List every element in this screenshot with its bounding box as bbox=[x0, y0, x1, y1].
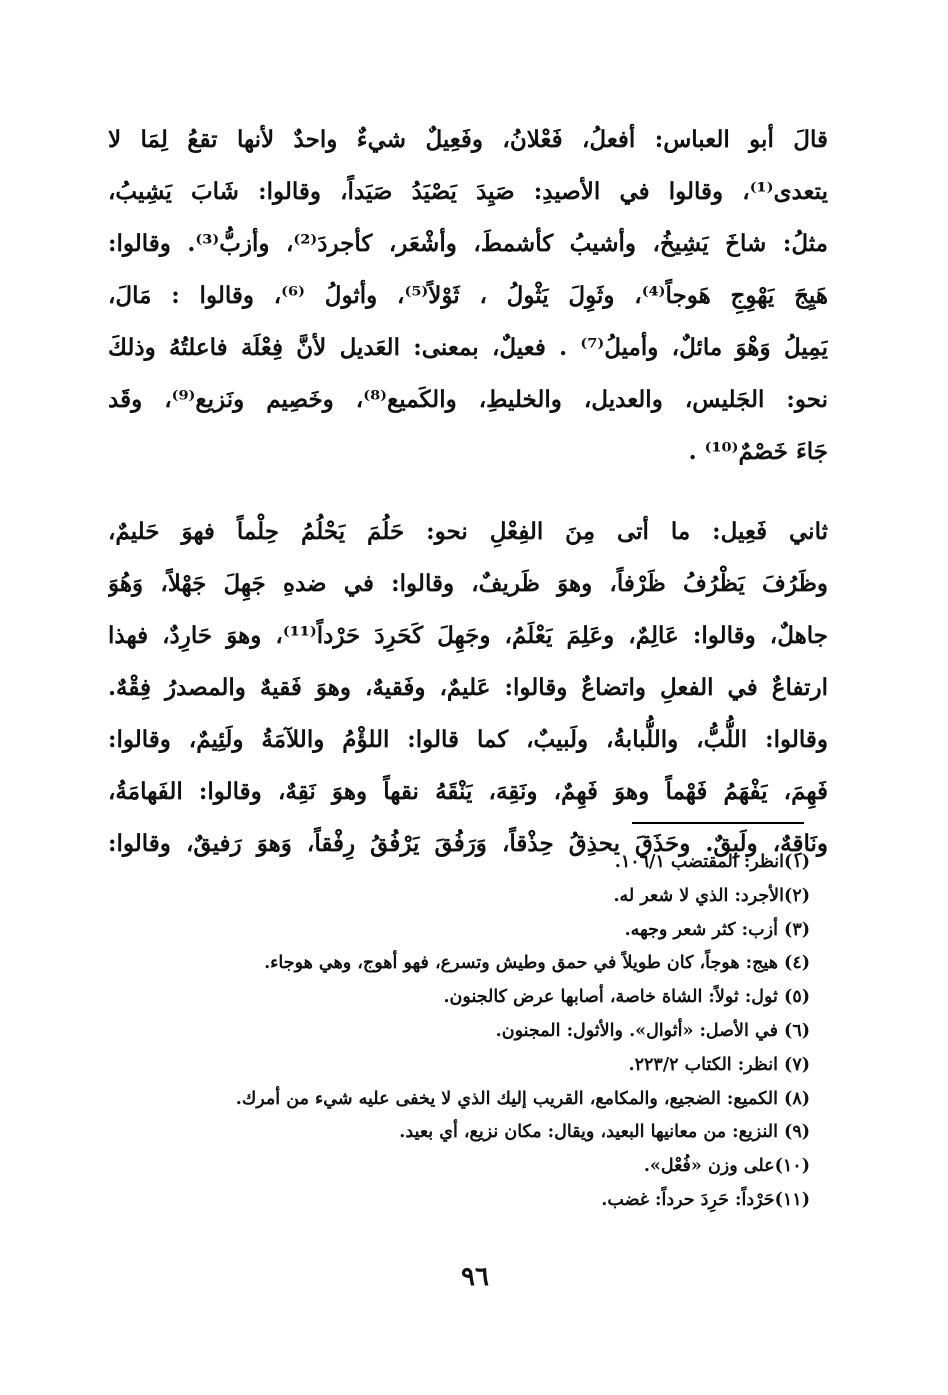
text-line: يَمِيلُ وَهْوَ مائلٌ، وأميلُ⁽⁷⁾ . فعيلٌ، بمعنى: العَديل لأنَّ فِعْلَة فاعلتُهُ وذلكَ bbox=[108, 334, 828, 361]
text-line: جَاءَ خَصْمٌ⁽¹⁰⁾ . bbox=[688, 438, 828, 465]
footnote: (١)انظر: المقتضب ١٠٦/١. bbox=[614, 852, 810, 872]
footnote: (٤) هيج: هوجاً، كان طويلاً في حمق وطيش وتسرع، فهو أهوج، وهي هوجاء. bbox=[264, 953, 810, 974]
text-line: ارتفاعٌ في الفعلِ واتضاعٌ وقالوا: عَليمٌ، وفَقيهٌ، وهوَ فَقيهٌ والمصدرُ فِقْهٌ. bbox=[108, 674, 828, 701]
text-line: ونَاقِهٌ، ولَبِقٌ. وحَذَقَ يحذِقُ حِذْقاً، وَرَفُقَ يَرْفُقُ رِفْقاً، وَهوَ رَفيقٌ، وقالوا: bbox=[108, 830, 828, 857]
footnote: (١١)حَرْداً: حَرِدَ حرداً: غضب. bbox=[601, 1189, 810, 1210]
paragraph-1 bbox=[108, 114, 828, 478]
footnote: (٥) ثول: ثولاً: الشاة خاصة، أصابها عرض كالجنون. bbox=[443, 987, 810, 1008]
footnote: (٣) أزب: كثر شعر وجهه. bbox=[624, 919, 810, 940]
text-line: يتعدى⁽¹⁾، وقالوا في الأصيدِ: صَيِدَ يَصْيَدُ صَيَداً، وقالوا: شَابَ يَشِيبُ، bbox=[108, 178, 828, 205]
footnote-separator bbox=[632, 822, 804, 824]
footnote: (١٠)على وزن «فُعْل». bbox=[643, 1156, 810, 1177]
footnote: (٨) الكميع: الضجيع، والمكامع، القريب إليك الذي لا يخفى عليه شيء من أمرك. bbox=[235, 1088, 810, 1109]
text-line: مثلُ: شاخَ يَشِيخُ، وأشيبُ كأشمطَ، وأشْعَر، كأجردَ⁽²⁾، وأزبُّ⁽³⁾. وقالوا: bbox=[108, 230, 828, 257]
text-line: وظَرُفَ يَظْرُفُ ظَرْفاً، وهوَ ظَريفٌ، وقالوا: في ضدهِ جَهِلَ جَهْلاً، وَهُوَ bbox=[108, 570, 828, 597]
text-line: نحو: الجَليس، والعديل، والخليطِ، والكَميع⁽⁸⁾، وخَصِيم ونَزيع⁽⁹⁾، وقَد bbox=[108, 386, 828, 413]
paragraph-2 bbox=[108, 506, 828, 870]
main-text bbox=[108, 114, 828, 870]
footnote: (٧) انظر: الكتاب ٢٢٣/٢. bbox=[628, 1054, 810, 1075]
footnote: (٦) في الأصل: «أثوال». والأثول: المجنون. bbox=[495, 1020, 810, 1041]
text-line: قالَ أبو العباس: أفعلُ، فَعْلانُ، وفَعِيلٌ شيءٌ واحدٌ لأنها تقعُ لِمَا لا bbox=[108, 126, 828, 153]
text-line: هَيِجَ يَهْوِجِ هَوجاً⁽⁴⁾، وثَوِلَ يَثْولُ ، ثَوْلاً⁽⁵⁾، وأثولُ ⁽⁶⁾، وقالوا : مَالَ، bbox=[108, 282, 828, 309]
footnote: (٢)الأجرد: الذي لا شعر له. bbox=[613, 885, 810, 906]
footnote: (٩) النزيع: من معانيها البعيد، ويقال: مكان نزيع، أي بعيد. bbox=[399, 1122, 810, 1143]
text-line: وقالوا: اللُّبُّ، واللُّبابةُ، ولَبيبٌ، كما قالوا: اللؤْمُ واللآمَةُ ولَئِيمٌ، وقالوا: bbox=[108, 726, 828, 753]
text-line: ثاني فَعِيل: ما أتى مِنَ الفِعْلِ نحو: حَلُمَ يَحْلُمُ حِلْماً فهوَ حَليمٌ، bbox=[108, 518, 828, 545]
footnotes bbox=[100, 846, 810, 1218]
text-line: فَهِمَ، يَفْهَمُ فَهْماً وهوَ فَهِمٌ، ونَقِهَ، يَنْقَهُ نقهاً وهوَ نَقِهٌ، وقالوا: الفَهامَةُ، bbox=[108, 778, 828, 805]
text-line: جاهلٌ، وقالوا: عَالِمٌ، وعَلِمَ يَعْلَمُ، وجَهِلَ كَحَرِدَ حَرْداً⁽¹¹⁾، وهوَ حَارِدٌ، فهذا bbox=[108, 622, 828, 649]
page-number: ٩٦ bbox=[461, 1262, 489, 1292]
paragraph-spacer bbox=[108, 478, 828, 506]
